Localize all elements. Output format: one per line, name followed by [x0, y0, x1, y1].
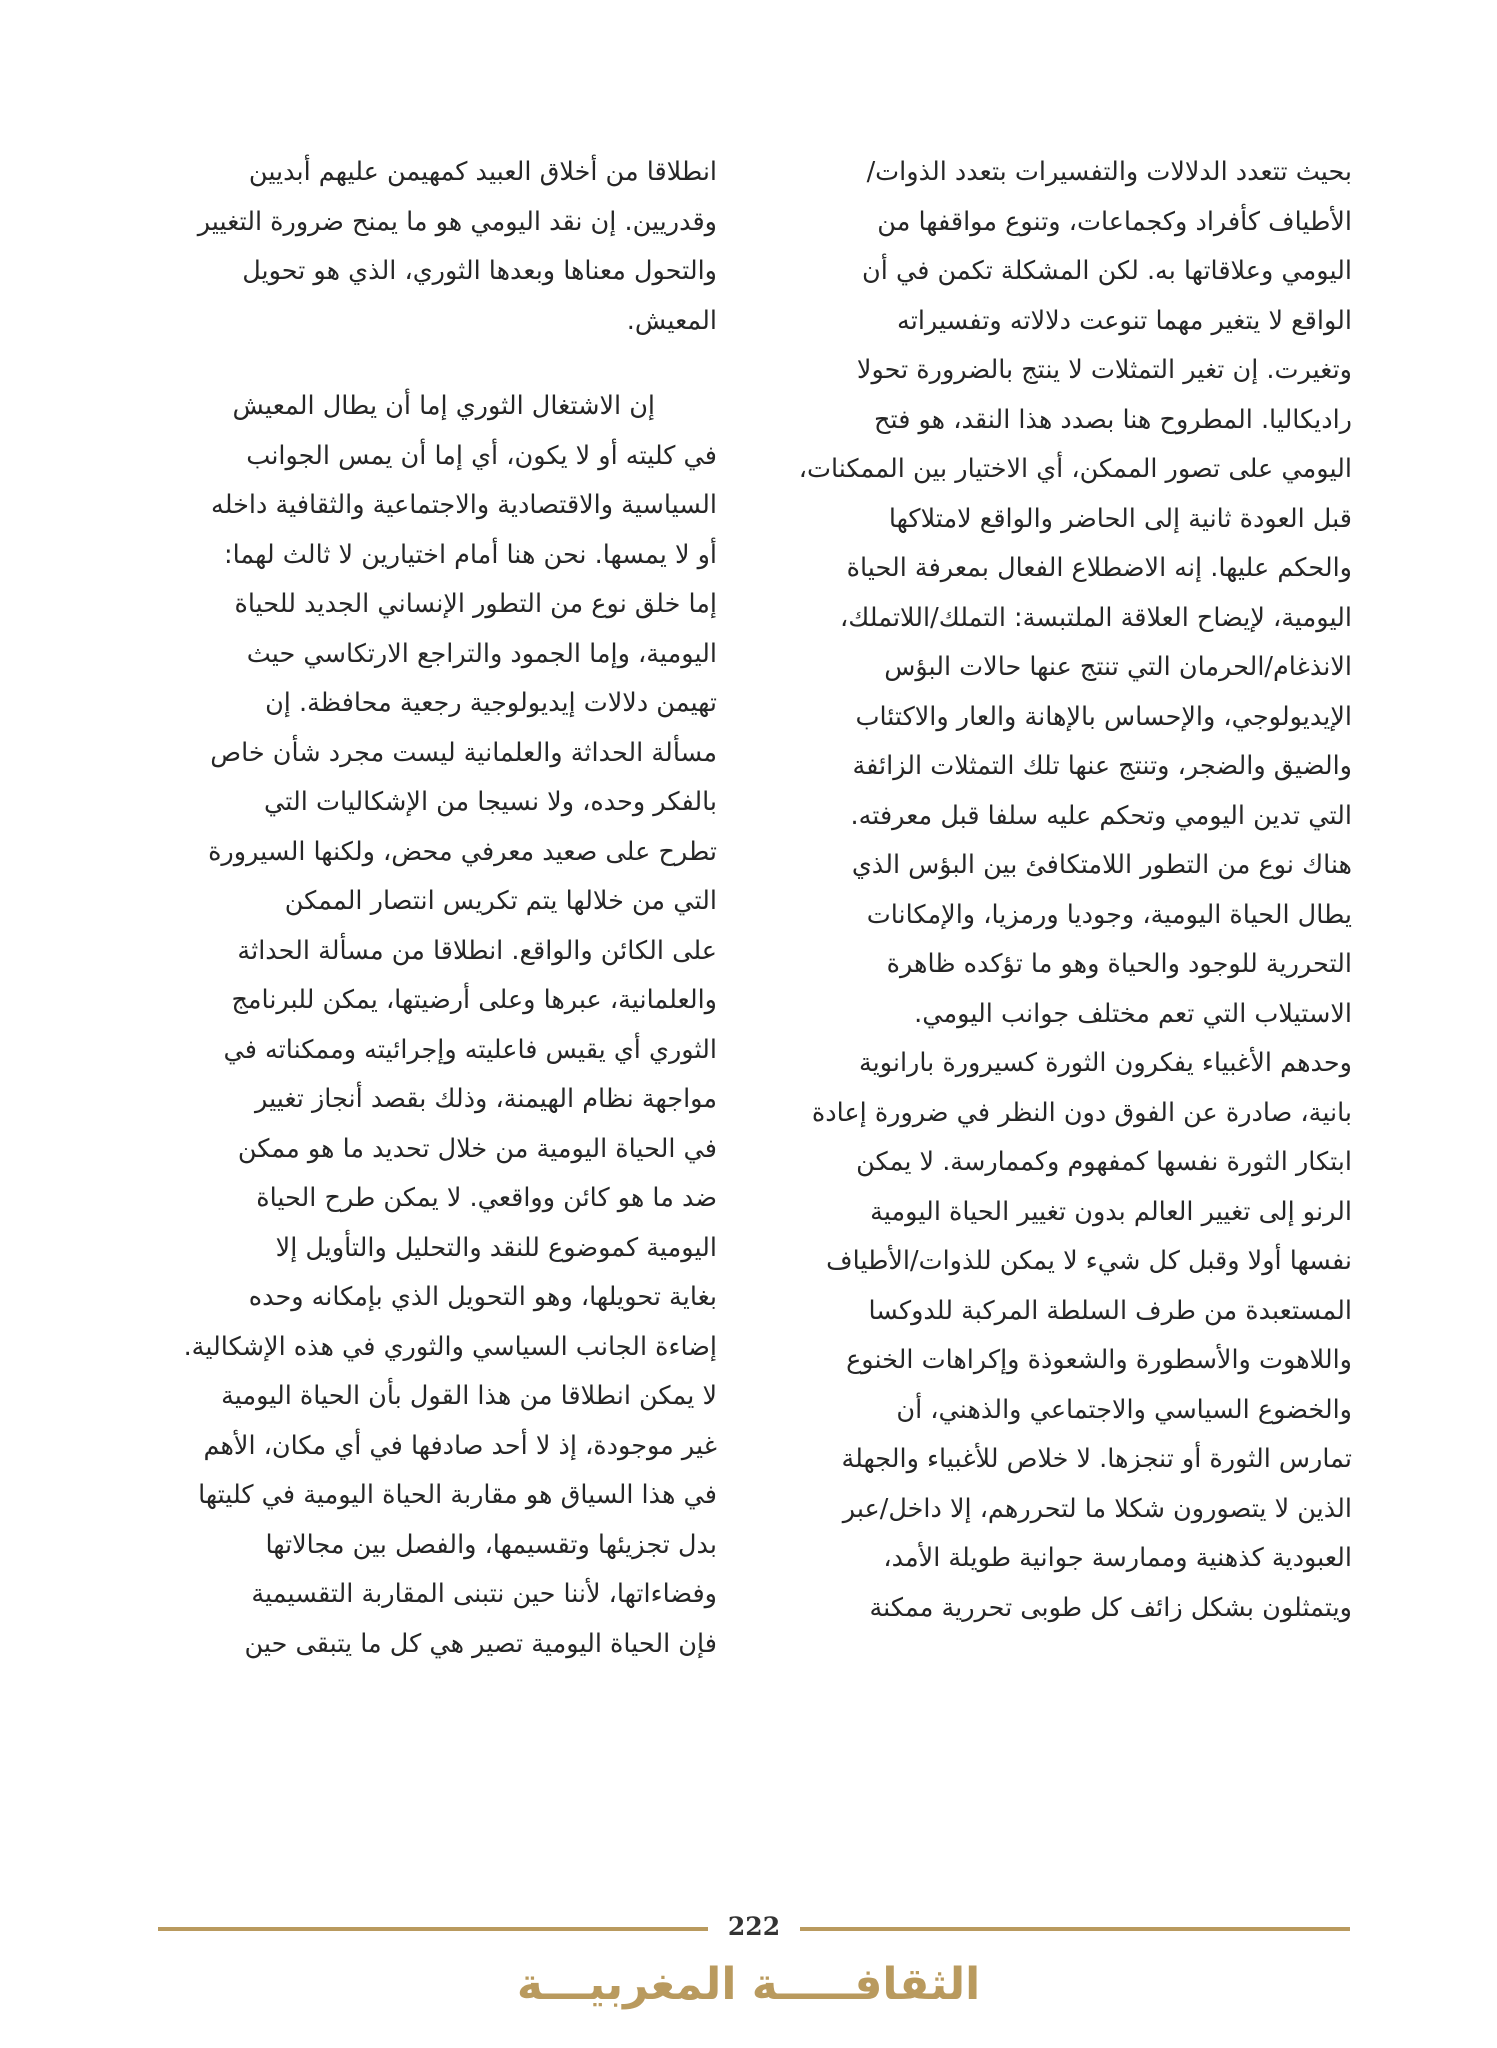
text-line: فإن الحياة اليومية تصير هي كل ما يتبقى حين: [244, 1628, 717, 1659]
page-footer: [158, 1910, 1350, 1944]
text-line: إن الاشتغال الثوري إما أن يطال المعيش: [232, 391, 655, 421]
text-line: المستعبدة من طرف السلطة المركبة للدوكسا: [868, 1295, 1352, 1326]
text-line: اليومية، وإما الجمود والتراجع الارتكاسي حيث: [246, 638, 717, 669]
text-line: وفضاءاتها، لأننا حين نتبنى المقاربة التقسيمية: [251, 1579, 717, 1609]
text-line: يطال الحياة اليومية، وجوديا ورمزيا، والإمكانات: [866, 899, 1352, 930]
text-line: الذين لا يتصورون شكلا ما لتحررهم، إلا داخل/عبر: [842, 1493, 1352, 1524]
left-paragraph-1: [151, 148, 717, 346]
text-line: والحكم عليها. إنه الاضطلاع الفعال بمعرفة الحياة: [846, 553, 1352, 583]
text-line: على الكائن والواقع. انطلاقا من مسألة الحداثة: [237, 935, 717, 966]
text-line: بغاية تحويلها، وهو التحويل الذي بإمكانه وحده: [248, 1282, 717, 1312]
text-line: والخضوع السياسي والاجتماعي والذهني، أن: [896, 1394, 1352, 1425]
text-line: مسألة الحداثة والعلمانية ليست مجرد شأن خاص: [210, 737, 717, 768]
text-line: في الحياة اليومية من خلال تحديد ما هو ممكن: [237, 1133, 717, 1164]
left-paragraph-2: [151, 382, 717, 1669]
text-line: اليومي وعلاقاتها به. لكن المشكلة تكمن في أن: [862, 256, 1352, 286]
text-line: مواجهة نظام الهيمنة، وذلك بقصد أنجاز تغيير: [255, 1084, 717, 1114]
text-line: غير موجودة، إذ لا أحد صادفها في أي مكان، الأهم: [203, 1430, 717, 1461]
text-line: الإيديولوجي، والإحساس بالإهانة والعار والاكتئاب: [855, 701, 1352, 732]
footer-rule-left: [158, 1927, 708, 1931]
paragraph-gap: [151, 346, 717, 382]
text-line: وتغيرت. إن تغير التمثلات لا ينتج بالضرورة تحولا: [856, 355, 1352, 385]
text-line: الثوري أي يقيس فاعليته وإجرائيته وممكناته في: [223, 1034, 717, 1065]
text-line: اليومي على تصور الممكن، أي الاختيار بين الممكنات،: [798, 454, 1352, 484]
text-line: وقدريين. إن نقد اليومي هو ما يمنح ضرورة التغيير: [197, 206, 717, 237]
text-line: الواقع لا يتغير مهما تنوعت دلالاته وتفسيراته: [897, 305, 1352, 336]
text-line: بانية، صادرة عن الفوق دون النظر في ضرورة إعادة: [811, 1097, 1352, 1128]
text-line: المعيش.: [626, 305, 717, 336]
text-line: تطرح على صعيد معرفي محض، ولكنها السيرورة: [208, 836, 717, 867]
text-line: نفسها أولا وقبل كل شيء لا يمكن للذوات/الأطياف: [826, 1246, 1352, 1276]
text-line: بحيث تتعدد الدلالات والتفسيرات بتعدد الذوات/: [866, 157, 1352, 187]
text-line: التي من خلالها يتم تكريس انتصار الممكن: [284, 886, 717, 916]
text-line: ضد ما هو كائن وواقعي. لا يمكن طرح الحياة: [256, 1183, 717, 1213]
text-line: بالفكر وحده، ولا نسيجا من الإشكاليات التي: [264, 787, 717, 817]
page-number: 222: [727, 1912, 781, 1941]
text-line: والعلمانية، عبرها وعلى أرضيتها، يمكن للبرنامج: [231, 985, 717, 1015]
text-line: التحررية للوجود والحياة وهو ما تؤكده ظاهرة: [886, 949, 1352, 979]
text-line: السياسية والاقتصادية والاجتماعية والثقافية داخله: [211, 490, 717, 520]
text-line: إضاءة الجانب السياسي والثوري في هذه الإشكالية.: [183, 1331, 717, 1362]
text-line: الاستيلاب التي تعم مختلف جوانب اليومي.: [914, 998, 1352, 1029]
text-line: في كليته أو لا يكون، أي إما أن يمس الجوانب: [246, 440, 717, 471]
text-line: بدل تجزيئها وتقسيمها، والفصل بين مجالاتها: [265, 1529, 717, 1560]
text-line: إما خلق نوع من التطور الإنساني الجديد للحياة: [234, 589, 717, 619]
text-line: الأطياف كأفراد وكجماعات، وتنوع مواقفها من: [877, 206, 1352, 237]
magazine-masthead: الثقافـــــة المغربيـــة: [516, 1959, 981, 2010]
text-line: ويتمثلون بشكل زائف كل طوبى تحررية ممكنة: [869, 1592, 1352, 1623]
text-line: اليومية، لإيضاح العلاقة الملتبسة: التملك/اللاتملك،: [840, 602, 1352, 633]
text-line: الرنو إلى تغيير العالم بدون تغيير الحياة اليومية: [870, 1196, 1352, 1227]
left-text-column: [151, 148, 717, 1669]
text-line: واللاهوت والأسطورة والشعوذة وإكراهات الخنوع: [846, 1345, 1352, 1375]
footer-rule-right: [800, 1927, 1350, 1931]
text-line: تمارس الثورة أو تنجزها. لا خلاص للأغبياء والجهلة: [841, 1444, 1352, 1474]
text-line: ابتكار الثورة نفسها كمفهوم وكممارسة. لا يمكن: [856, 1147, 1352, 1177]
text-line: وحدهم الأغبياء يفكرون الثورة كسيرورة بارانوية: [858, 1048, 1352, 1078]
text-line: اليومية كموضوع للنقد والتحليل والتأويل إلا: [275, 1232, 717, 1263]
text-line: لا يمكن انطلاقا من هذا القول بأن الحياة اليومية: [221, 1381, 717, 1411]
text-line: أو لا يمسها. نحن هنا أمام اختيارين لا ثالث لهما:: [224, 539, 717, 570]
text-line: والضيق والضجر، وتنتج عنها تلك التمثلات الزائفة: [852, 751, 1352, 781]
text-line: راديكاليا. المطروح هنا بصدد هذا النقد، هو فتح: [874, 404, 1352, 435]
text-line: تهيمن دلالات إيديولوجية رجعية محافظة. إن: [265, 688, 717, 718]
text-line: الانذغام/الحرمان التي تنتج عنها حالات البؤس: [884, 652, 1352, 682]
text-line: التي تدين اليومي وتحكم عليه سلفا قبل معرفته.: [850, 800, 1352, 831]
text-line: هناك نوع من التطور اللامتكافئ بين البؤس الذي: [851, 850, 1352, 880]
text-line: والتحول معناها وبعدها الثوري، الذي هو تحويل: [242, 256, 717, 286]
text-line: العبودية كذهنية وممارسة جوانية طويلة الأمد،: [883, 1543, 1352, 1573]
right-text-column: [786, 148, 1352, 1633]
text-line: انطلاقا من أخلاق العبيد كمهيمن عليهم أبديين: [248, 157, 717, 187]
text-line: في هذا السياق هو مقاربة الحياة اليومية في كليتها: [198, 1480, 717, 1510]
text-line: قبل العودة ثانية إلى الحاضر والواقع لامتلاكها: [888, 503, 1352, 534]
